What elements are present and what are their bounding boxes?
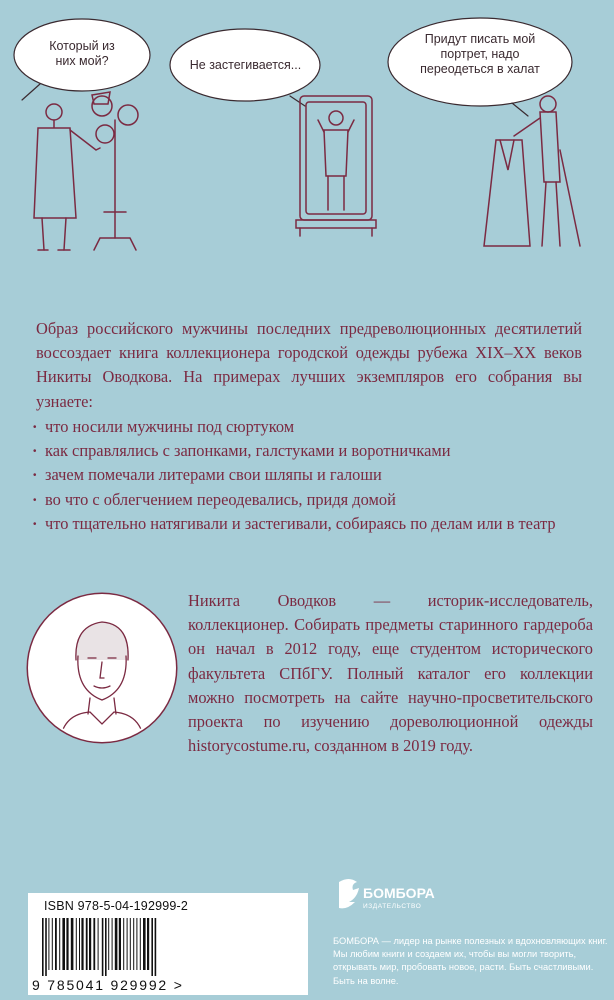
barcode-bar <box>143 918 146 970</box>
barcode-bar <box>151 918 153 976</box>
barcode-bar <box>147 918 149 970</box>
barcode-bar <box>45 918 47 976</box>
logo-main-text: БОМБОРА <box>363 885 435 901</box>
barcode-bar <box>59 918 60 970</box>
list-item: · во что с облегчением переодевались, придя домой <box>30 488 590 512</box>
figure-gentleman-coat <box>34 104 100 250</box>
barcode-bar <box>136 918 137 970</box>
bubble-2-text: Не застегивается... <box>189 58 302 72</box>
barcode-bar <box>76 918 77 970</box>
barcode-bar <box>112 918 113 970</box>
barcode-bar <box>127 918 128 970</box>
list-item: · что носили мужчины под сюртуком <box>30 415 590 439</box>
barcode-bar <box>155 918 157 976</box>
barcode-bar <box>71 918 74 970</box>
barcode-bar <box>140 918 141 970</box>
list-item: · как справлялись с запонками, галстуками и воротничками <box>30 439 590 463</box>
figure-mirror <box>296 96 376 236</box>
author-bio: Никита Оводков — историк-исследователь, коллекционер. Собирать предметы старинного гардероба он начал в 2012 году, еще студентом исторического факультета СПбГУ. Полный каталог его коллекции можно посмотреть на сайте научно-просветительского проекта по изучению дореволюционной одежды historycostume.ru, созданном в 2019 году. <box>188 591 593 756</box>
barcode-bar <box>62 918 65 970</box>
author-portrait <box>30 596 174 740</box>
wave-icon <box>339 879 359 908</box>
barcode-bar <box>48 918 49 970</box>
barcode-box <box>28 893 308 995</box>
barcode-digits: 9 785041 929992 > <box>32 977 184 993</box>
barcode-bar <box>86 918 88 970</box>
isbn-label: ISBN 978-5-04-192999-2 <box>44 899 189 913</box>
barcode-bar <box>115 918 118 970</box>
barcode-bar <box>52 918 53 970</box>
list-item: · зачем помечали литерами свои шляпы и галоши <box>30 463 590 487</box>
barcode-bar <box>108 918 109 970</box>
barcode-bar <box>119 918 121 970</box>
barcode-bar <box>93 918 95 970</box>
barcode-bar <box>123 918 124 970</box>
list-item: · что тщательно натягивали и застегивали, собираясь по делам или в театр <box>30 512 590 536</box>
barcode-bar <box>81 918 83 970</box>
barcode-bar <box>89 918 91 970</box>
logo-sub-text: ИЗДАТЕЛЬСТВО <box>363 903 422 910</box>
barcode-bar <box>105 918 107 976</box>
author-portrait-image <box>30 596 174 740</box>
barcode-bar <box>98 918 99 970</box>
bubble-3-text: Придут писать мой портрет, надо переодеться в халат <box>420 32 540 76</box>
bubble-1-text: Который из них мой? <box>49 39 115 68</box>
barcode-bar <box>79 918 80 970</box>
barcode-bar <box>42 918 44 976</box>
feature-list <box>30 415 590 536</box>
hat-stand <box>92 92 138 250</box>
barcode-bar <box>130 918 131 970</box>
barcode-bar <box>66 918 68 970</box>
barcode-bar <box>133 918 134 970</box>
publisher-blurb: БОМБОРА — лидер на рынке полезных и вдохновляющих книг. Мы любим книги и создаем их, чтобы вы могли творить, открывать мир, пробовать новое, расти. Быть счастливыми. Быть на волне. <box>333 936 608 986</box>
barcode-bar <box>102 918 104 976</box>
barcode-bar <box>55 918 57 970</box>
barcode <box>38 918 283 976</box>
publisher-logo <box>335 876 445 926</box>
intro-text: Образ российского мужчины последних предреволюционных десятилетий воссоздает книга коллекционера городской одежды рубежа XIX–XX веков Никиты Оводкова. На примерах лучших экземпляров его собрания вы узнаете: <box>36 319 582 411</box>
figure-man-robe <box>484 96 580 246</box>
